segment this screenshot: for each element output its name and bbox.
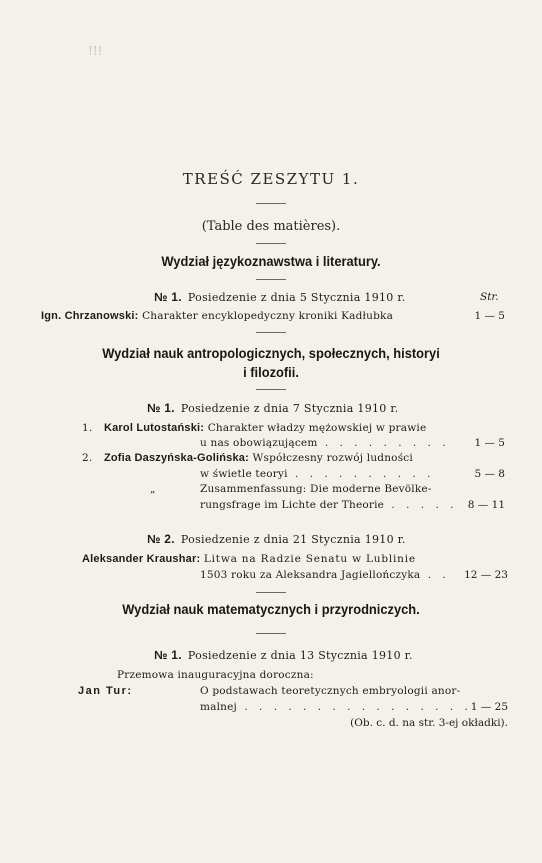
entry-continuation: [200, 569, 450, 581]
intro-text: Przemowa inauguracyjna doroczna:: [117, 669, 314, 681]
leader-dots: . .: [420, 569, 450, 581]
toc-entry: [41, 310, 393, 322]
section-heading: Wydział nauk matematycznych i przyrodniczych.: [122, 601, 420, 617]
toc-entry: [78, 685, 133, 697]
toc-entry: [82, 553, 416, 565]
entry-note: (Ob. c. d. na str. 3-ej okładki).: [350, 717, 508, 729]
divider: [256, 332, 286, 333]
meeting-text: Posiedzenie z dnia 21 Stycznia 1910 r.: [180, 533, 406, 546]
entry-title: O podstawach teoretycznych embryologii anor-: [200, 685, 461, 697]
entry-title-cont: u nas obowiązującem: [200, 437, 318, 449]
meeting-header: [154, 290, 406, 304]
entry-continuation: [200, 499, 457, 511]
entry-title: Charakter encyklopedyczny kroniki Kadłubka: [142, 310, 394, 322]
entry-author: Zofia Daszyńska-Golińska:: [103, 452, 249, 464]
section-heading-line2: i filozofii.: [243, 364, 299, 380]
entry-continuation: [200, 437, 450, 449]
entry-title-cont: malnej: [200, 701, 238, 713]
meeting-text: Posiedzenie z dnia 13 Stycznia 1910 r.: [187, 649, 413, 662]
meeting-header: [147, 401, 399, 415]
leader-dots: . . . . . . . . .: [317, 437, 450, 449]
meeting-header: [154, 648, 413, 662]
entry-title: Charakter władzy mężowskiej w prawie: [207, 422, 427, 434]
divider: [256, 592, 286, 593]
entry-pages: 1 — 25: [470, 701, 508, 713]
faded-stamp: !!!: [88, 44, 103, 58]
entry-title-cont: w świetle teoryi: [200, 468, 288, 480]
divider: [256, 389, 286, 390]
meeting-number: № 1.: [154, 290, 182, 304]
entry-index: 1.: [82, 422, 93, 434]
meeting-number: № 2.: [147, 532, 175, 546]
leader-dots: . . . . .: [384, 499, 458, 511]
leader-dots: . . . . . . . . . .: [287, 468, 435, 480]
divider: [256, 633, 286, 634]
page-subtitle: (Table des matières).: [201, 219, 341, 234]
toc-entry: Zusammenfassung: Die moderne Bevölke-: [200, 483, 432, 495]
entry-title: Litwa na Radzie Senatu w Lublinie: [203, 553, 416, 565]
entry-index: 2.: [82, 452, 93, 464]
entry-continuation: [200, 468, 434, 480]
page-column-label: Str.: [480, 291, 499, 303]
meeting-number: № 1.: [154, 648, 182, 662]
entry-pages: 1 — 5: [474, 310, 505, 322]
entry-ditto: „: [150, 483, 156, 495]
entry-pages: 8 — 11: [467, 499, 505, 511]
entry-title: Współczesny rozwój ludności: [252, 452, 413, 464]
divider: [256, 243, 286, 244]
entry-continuation: [200, 701, 472, 713]
divider: [256, 279, 286, 280]
entry-pages: 12 — 23: [464, 569, 508, 581]
toc-entry: [82, 422, 426, 434]
entry-author: Jan Tur:: [78, 685, 133, 697]
toc-entry: [82, 452, 413, 464]
section-heading: Wydział językoznawstwa i literatury.: [161, 253, 381, 269]
page-title: TREŚĆ ZESZYTU 1.: [182, 170, 360, 188]
divider: [256, 203, 286, 204]
meeting-text: Posiedzenie z dnia 7 Stycznia 1910 r.: [180, 402, 399, 415]
entry-title-cont: rungsfrage im Lichte der Theorie: [200, 499, 385, 511]
leader-dots: . . . . . . . . . . . . . . . .: [237, 701, 472, 713]
section-heading-line1: Wydział nauk antropologicznych, społecznych, historyi: [102, 345, 440, 361]
entry-title-cont: 1503 roku za Aleksandra Jagiellończyka: [200, 569, 421, 581]
entry-author: Ign. Chrzanowski:: [41, 310, 139, 322]
entry-pages: 5 — 8: [474, 468, 505, 480]
entry-pages: 1 — 5: [474, 437, 505, 449]
entry-author: Karol Lutostański:: [103, 422, 205, 434]
meeting-text: Posiedzenie z dnia 5 Stycznia 1910 r.: [187, 291, 406, 304]
meeting-number: № 1.: [147, 401, 175, 415]
meeting-header: [147, 532, 406, 546]
entry-author: Aleksander Kraushar:: [82, 553, 201, 565]
